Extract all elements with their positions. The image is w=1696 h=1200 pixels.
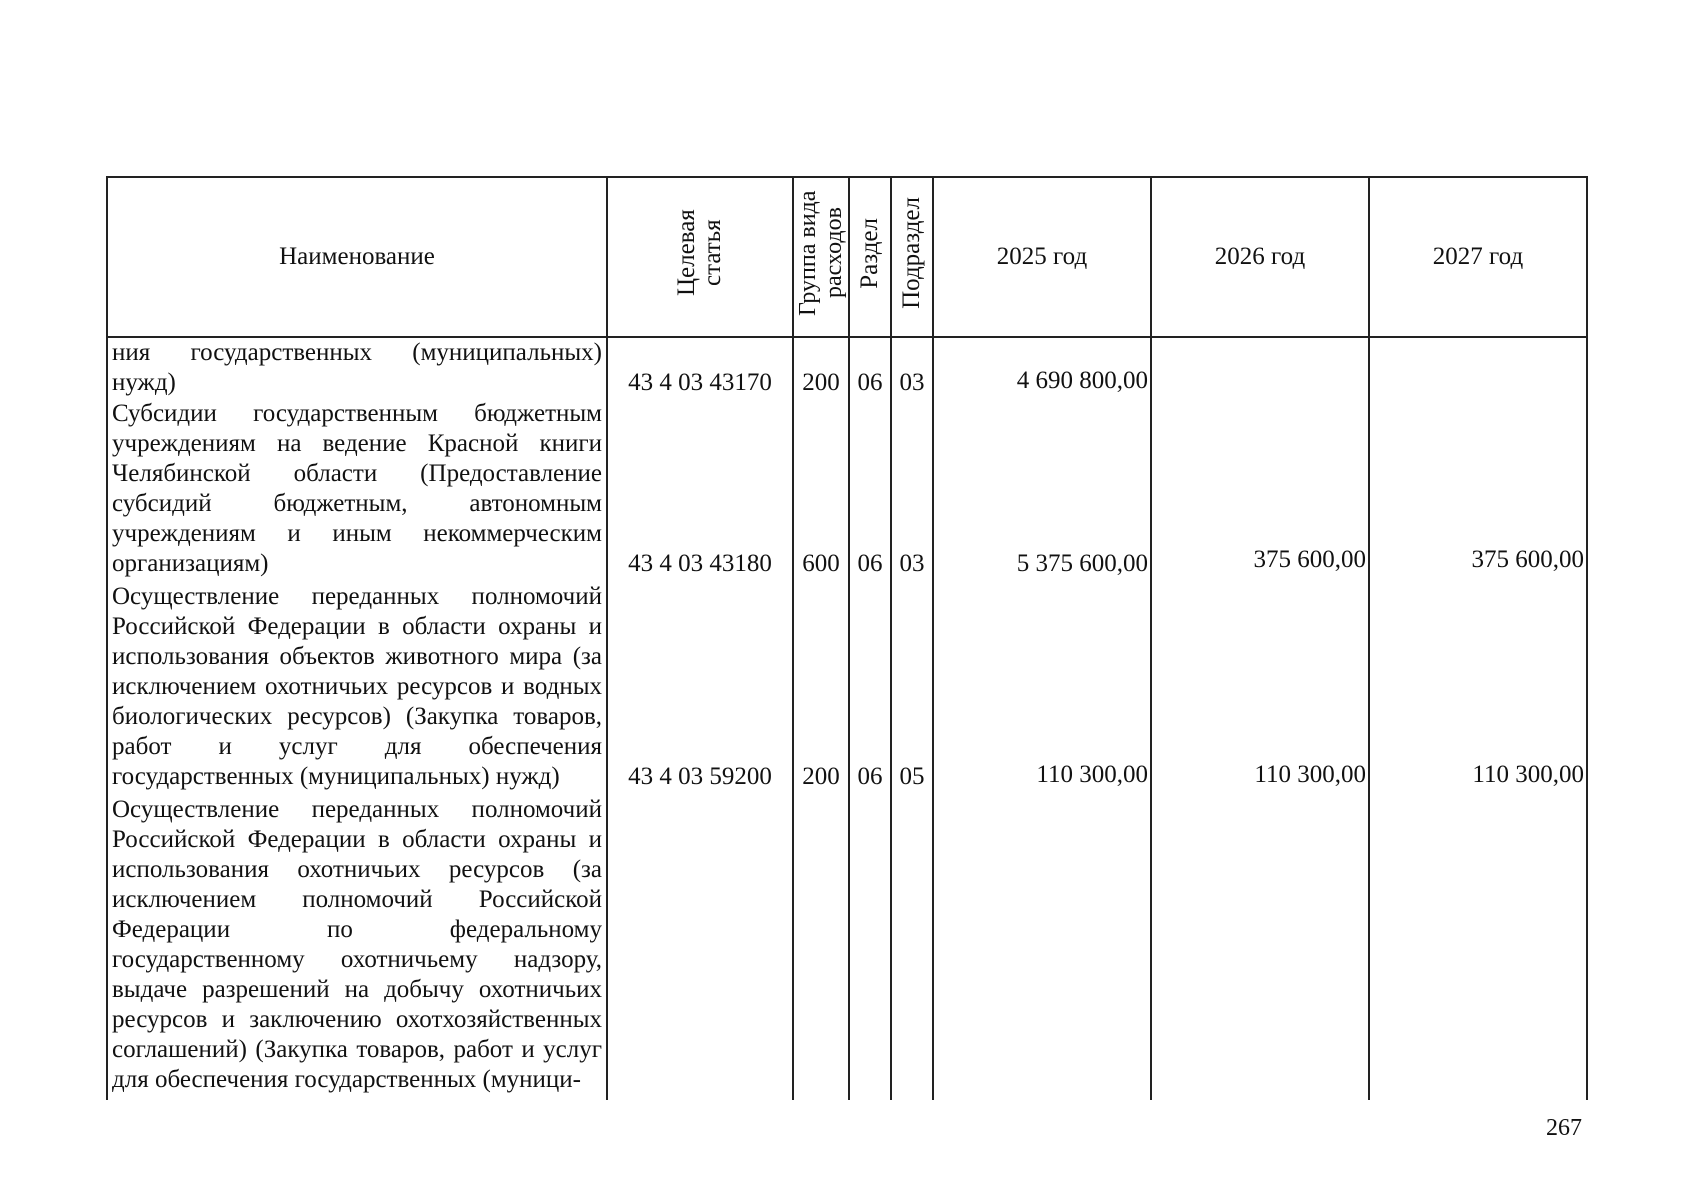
row-group: 200: [793, 337, 849, 399]
row-amount-2027: [1369, 795, 1587, 1100]
row-amount-2025: [933, 795, 1151, 1100]
table-row: [107, 399, 1587, 582]
table-header-row: [107, 177, 1587, 337]
row-group: 200: [793, 582, 849, 795]
row-code: 43 4 03 43170: [607, 337, 793, 399]
header-year-2026: 2026 год: [1151, 177, 1369, 337]
header-expense-group: Группа вида расходов: [793, 177, 849, 337]
row-subsection: 03: [891, 337, 933, 399]
header-target-article: Целевая статья: [607, 177, 793, 337]
table-row: [107, 582, 1587, 795]
page-number: 267: [1546, 1115, 1582, 1141]
row-amount-2025: 110 300,00: [933, 582, 1151, 795]
row-amount-2026: 110 300,00: [1151, 582, 1369, 795]
row-amount-2027: 110 300,00: [1369, 582, 1587, 795]
budget-table: [106, 176, 1588, 1100]
row-name: Субсидии государственным бюджетным учреждениям на ведение Красной книги Челябинской области (Предоставление субсидий бюджетным, автономным учреждениям и иным некоммерческим организациям): [107, 399, 607, 582]
row-amount-2025: 5 375 600,00: [933, 399, 1151, 582]
row-subsection: [891, 795, 933, 1100]
row-amount-2027: 375 600,00: [1369, 399, 1587, 582]
row-code: 43 4 03 59200: [607, 582, 793, 795]
row-section: [849, 795, 891, 1100]
row-section: 06: [849, 582, 891, 795]
row-group: 600: [793, 399, 849, 582]
row-name: Осуществление переданных полномочий Российской Федерации в области охраны и использования объектов животного мира (за исключением охотничьих ресурсов и водных биологических ресурсов) (Закупка товаров, работ и услуг для обеспечения государственных (муниципальных) нужд): [107, 582, 607, 795]
row-subsection: 03: [891, 399, 933, 582]
row-name: Осуществление переданных полномочий Российской Федерации в области охраны и использования охотничьих ресурсов (за исключением полномочий Российской Федерации по федеральному государственному охотничьему надзору, выдаче разрешений на добычу охотничьих ресурсов и заключению охотхозяйственных соглашений) (Закупка товаров, работ и услуг для обеспечения государственных (муници-: [107, 795, 607, 1100]
header-section: Раздел: [849, 177, 891, 337]
row-subsection: 05: [891, 582, 933, 795]
row-amount-2026: 375 600,00: [1151, 399, 1369, 582]
row-amount-2026: [1151, 795, 1369, 1100]
header-name: Наименование: [107, 177, 607, 337]
row-amount-2027: [1369, 337, 1587, 399]
row-amount-2025: 4 690 800,00: [933, 337, 1151, 399]
row-section: 06: [849, 337, 891, 399]
row-amount-2026: [1151, 337, 1369, 399]
row-name: ния государственных (муниципальных) нужд): [107, 337, 607, 399]
header-year-2027: 2027 год: [1369, 177, 1587, 337]
row-code: [607, 795, 793, 1100]
row-code: 43 4 03 43180: [607, 399, 793, 582]
table-row: [107, 337, 1587, 399]
header-year-2025: 2025 год: [933, 177, 1151, 337]
table-row: [107, 795, 1587, 1100]
row-section: 06: [849, 399, 891, 582]
header-subsection: Подраздел: [891, 177, 933, 337]
row-group: [793, 795, 849, 1100]
